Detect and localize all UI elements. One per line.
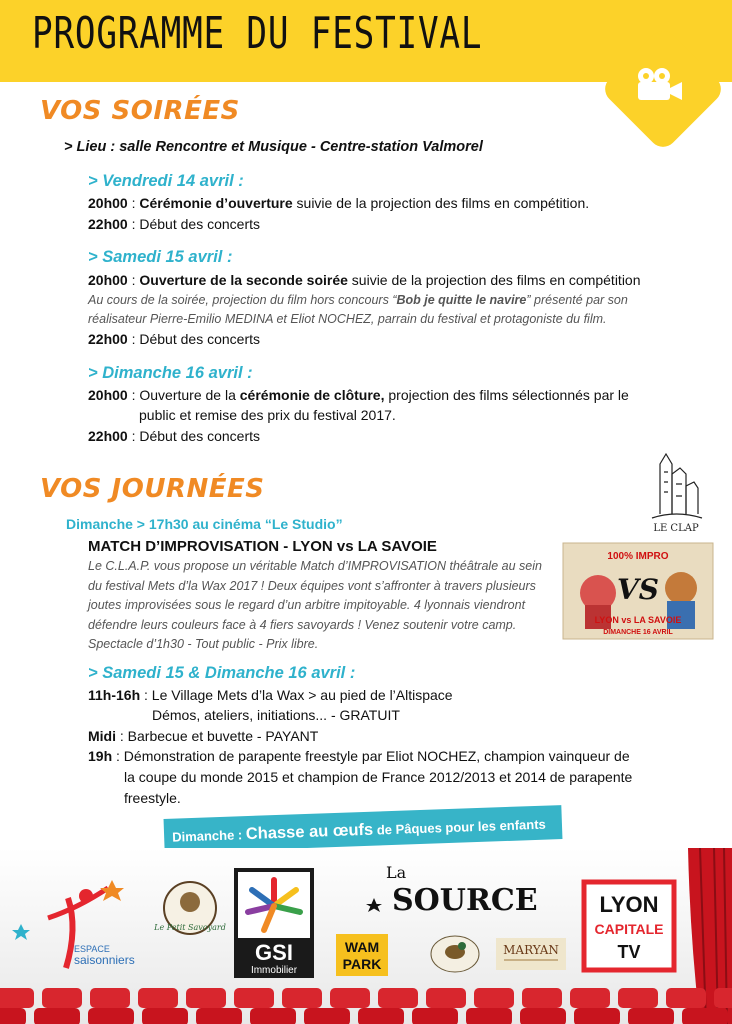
schedule-line: 22h00 : Début des concerts [88, 428, 260, 444]
impro-poster [563, 543, 713, 639]
seat [88, 1008, 134, 1024]
schedule-line: 20h00 : Cérémonie d’ouverture suivie de la projection des films en compétition. [88, 195, 590, 211]
day-head-vendredi: > Vendredi 14 avril : [88, 172, 244, 190]
espace-saisonniers-logo [8, 878, 158, 978]
canard-logo [426, 928, 484, 976]
seat [282, 988, 322, 1008]
seat [520, 1008, 566, 1024]
weekend-line: 11h-16h : Le Village Mets d’la Wax > au pied de l’Altispace [88, 687, 453, 703]
tv-text: TV [617, 942, 641, 962]
clap-logo-text: LE CLAP [653, 523, 699, 534]
studio-head: Dimanche > 17h30 au cinéma “Le Studio” [66, 516, 343, 532]
petit-savoyard-logo [154, 876, 226, 946]
day-head-samedi: > Samedi 15 avril : [88, 248, 233, 266]
day-head-weekend: > Samedi 15 & Dimanche 16 avril : [88, 664, 356, 682]
seat [358, 1008, 404, 1024]
lieu-line: > Lieu : salle Rencontre et Musique - Centre-station Valmorel [64, 139, 483, 155]
schedule-line: 20h00 : Ouverture de la cérémonie de clôture, projection des films sélectionnés par le [88, 387, 629, 403]
seat [142, 1008, 188, 1024]
poster-top-text: 100% IMPRO [607, 551, 669, 562]
maryan-text: MARYAN [503, 943, 559, 957]
section-title-journees: VOS JOURNÉES [40, 474, 265, 504]
lyon-capitale-tv-logo [582, 880, 676, 972]
easter-egg-hunt-badge: Dimanche : Chasse au œufs de Pâques pour les enfants [164, 805, 563, 853]
seat [304, 1008, 350, 1024]
match-description: Le C.L.A.P. vous propose un véritable Match d’IMPROVISATION théâtrale au sein du festival Mets d’la Wax 2017 ! Deux équipes vont s’affronter à travers plusieurs joutes improvisées sous le regard d’un arbitre impitoyable. 4 lyonnais viendront défendre leurs couleurs face à 4 fiers savoyards ! Venez soutenir votre camp. Spectacle d’1h30 - Tout public - Prix libre. [88, 559, 542, 651]
schedule-line: 22h00 : Début des concerts [88, 331, 260, 347]
wam-text: WAM [344, 939, 380, 955]
seat [412, 1008, 458, 1024]
weekend-line: Démos, ateliers, initiations... - GRATUIT [152, 707, 400, 723]
wam-park-logo [336, 934, 388, 976]
seat [618, 988, 658, 1008]
seat [522, 988, 562, 1008]
schedule-line: 20h00 : Ouverture de la seconde soirée suivie de la projection des films en compétition [88, 272, 641, 288]
weekend-line: Midi : Barbecue et buvette - PAYANT [88, 728, 319, 744]
seat [234, 988, 274, 1008]
seat [0, 1008, 26, 1024]
seat [378, 988, 418, 1008]
la-text: La [386, 863, 407, 882]
poster-vs-text: VS [617, 573, 659, 606]
seat [570, 988, 610, 1008]
schedule-line-cont: public et remise des prix du festival 2017. [139, 407, 396, 423]
lyon-text: LYON [599, 892, 659, 917]
seat [250, 1008, 296, 1024]
seat [42, 988, 82, 1008]
schedule-line: 22h00 : Début des concerts [88, 216, 260, 232]
seat [138, 988, 178, 1008]
seat [186, 988, 226, 1008]
seat [628, 1008, 674, 1024]
clap-logo [646, 444, 706, 534]
gsi-sub-text: Immobilier [250, 965, 298, 976]
match-title: MATCH D’IMPROVISATION - LYON vs LA SAVOIE [88, 538, 437, 555]
espace-text-2: saisonniers [74, 953, 135, 967]
source-text: SOURCE [392, 883, 538, 918]
espace-text-1: ESPACE [74, 944, 110, 954]
seat [90, 988, 130, 1008]
seat [330, 988, 370, 1008]
la-source-logo [362, 860, 558, 924]
weekend-line: freestyle. [124, 790, 181, 806]
seat [682, 1008, 728, 1024]
seat [196, 1008, 242, 1024]
poster-date-text: DIMANCHE 16 AVRIL [603, 629, 673, 636]
gsi-text: GSI [255, 940, 293, 965]
samedi-note: Au cours de la soirée, projection du film hors concours “Bob je quitte le navire” présenté par son réalisateur Pierre-Emilio MEDINA et Eliot NOCHEZ, parrain du festival et protagoniste du film. [88, 293, 628, 326]
page-title: PROGRAMME DU FESTIVAL [32, 8, 483, 59]
maryan-logo [496, 938, 566, 970]
seat [426, 988, 466, 1008]
day-head-dimanche: > Dimanche 16 avril : [88, 364, 253, 382]
savoyard-text: Le Petit Savoyard [154, 923, 226, 932]
camera-icon [632, 64, 684, 104]
capitale-text: CAPITALE [594, 921, 664, 937]
seat [0, 988, 34, 1008]
seat [574, 1008, 620, 1024]
poster-bottom-text: LYON vs LA SAVOIE [594, 615, 682, 625]
weekend-line: 19h : Démonstration de parapente freestyle par Eliot NOCHEZ, champion vainqueur de [88, 748, 630, 764]
section-title-soirees: VOS SOIRÉES [40, 96, 240, 126]
park-text: PARK [342, 956, 382, 972]
seat [34, 1008, 80, 1024]
seat [666, 988, 706, 1008]
seat [466, 1008, 512, 1024]
gsi-immobilier-logo [234, 868, 314, 978]
seat [474, 988, 514, 1008]
seat [714, 988, 732, 1008]
weekend-line: la coupe du monde 2015 et champion de France 2012/2013 et 2014 de parapente [124, 769, 633, 785]
